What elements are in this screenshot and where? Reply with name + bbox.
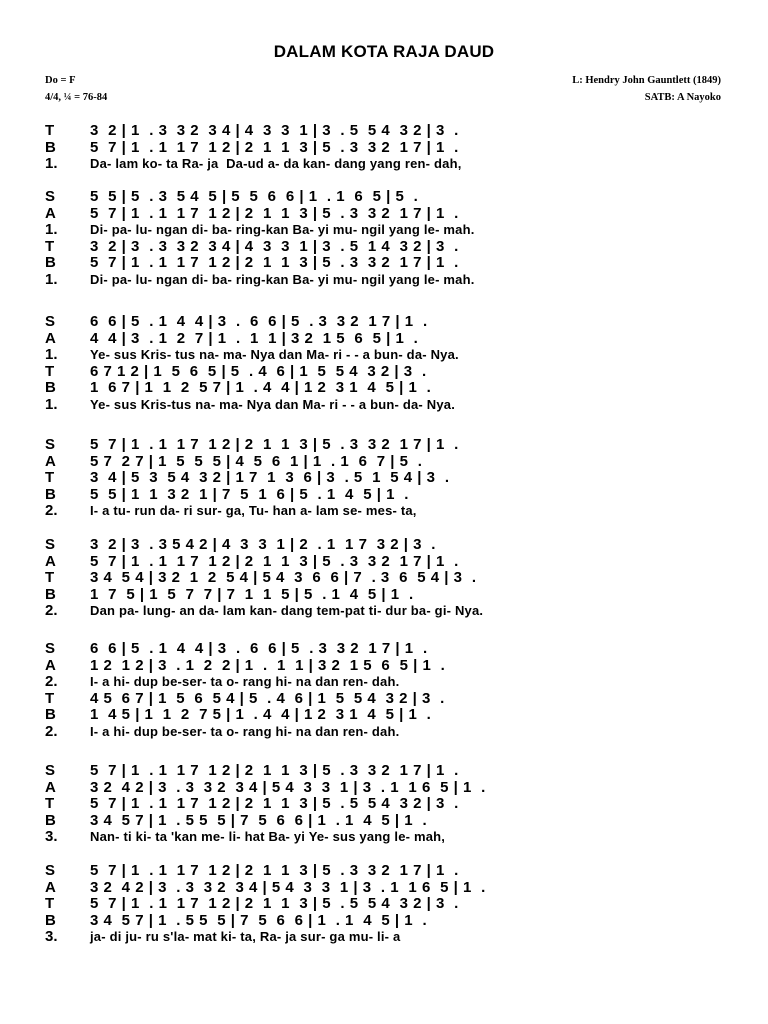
verse-number: 2. — [45, 722, 58, 740]
voice-line — [45, 862, 459, 879]
voice-label: S — [45, 188, 56, 205]
notation-text: 5 7 | 1 . 1 1 7 1 2 | 2 1 1 3 | 5 . 3 3 2 1 7 | 1 . — [90, 138, 459, 156]
lyric-line — [45, 155, 462, 172]
lyric-text: Da- lam ko- ta Ra- ja Da-ud a- da kan- dang yang ren- dah, — [90, 156, 462, 171]
voice-line — [45, 879, 486, 896]
verse-number: 1. — [45, 155, 58, 172]
notation-text: 1 4 5 | 1 1 2 7 5 | 1 . 4 4 | 1 2 3 1 4 5 | 1 . — [90, 706, 432, 723]
lyric-text: Di- pa- lu- ngan di- ba- ring-kan Ba- yi mu- ngil yang le- mah. — [90, 271, 475, 287]
voice-line — [45, 536, 436, 553]
notation-text: 1 6 7 | 1 1 2 5 7 | 1 . 4 4 | 1 2 3 1 4 5 | 1 . — [90, 379, 432, 396]
key-signature: Do = F — [45, 75, 76, 86]
verse-number: 2. — [45, 502, 58, 519]
voice-label: T — [45, 469, 55, 486]
voice-label: B — [45, 138, 56, 156]
voice-label: S — [45, 762, 56, 779]
notation-text: 1 7 5 | 1 5 7 7 | 7 1 1 5 | 5 . 1 4 5 | 1 . — [90, 585, 414, 603]
voice-label: B — [45, 706, 56, 723]
voice-label: T — [45, 795, 55, 812]
notation-text: 3 2 | 3 . 3 3 2 3 4 | 4 3 3 1 | 3 . 5 1 4 3 2 | 3 . — [90, 237, 459, 255]
lyric-text: Di- pa- lu- ngan di- ba- ring-kan Ba- yi mu- ngil yang le- mah. — [90, 222, 475, 237]
notation-text: 3 4 5 7 | 1 . 5 5 5 | 7 5 6 6 | 1 . 1 4 5 | 1 . — [90, 911, 428, 929]
voice-label: T — [45, 122, 55, 139]
notation-text: 5 5 | 1 1 3 2 1 | 7 5 1 6 | 5 . 1 4 5 | 1 . — [90, 485, 409, 503]
verse-number: 3. — [45, 928, 58, 945]
notation-text: 5 7 | 1 . 1 1 7 1 2 | 2 1 1 3 | 5 . 3 3 2 1 7 | 1 . — [90, 862, 459, 879]
lyric-text: I- a hi- dup be-ser- ta o- rang hi- na dan ren- dah. — [90, 723, 400, 739]
notation-text: 6 7 1 2 | 1 5 6 5 | 5 . 4 6 | 1 5 5 4 3 2 | 3 . — [90, 362, 427, 380]
voice-label: A — [45, 656, 56, 674]
voice-label: S — [45, 640, 56, 657]
notation-text: 5 7 | 1 . 1 1 7 1 2 | 2 1 1 3 | 5 . 5 5 4 3 2 | 3 . — [90, 795, 459, 812]
voice-line — [45, 553, 459, 570]
voice-label: B — [45, 811, 56, 829]
notation-text: 5 7 2 7 | 1 5 5 5 | 4 5 6 1 | 1 . 1 6 7 | 5 . — [90, 452, 423, 470]
notation-text: 3 4 | 5 3 5 4 3 2 | 1 7 1 3 6 | 3 . 5 1 5 4 | 3 . — [90, 469, 450, 486]
voice-line — [45, 657, 445, 674]
voice-line — [45, 690, 445, 707]
voice-label: B — [45, 911, 56, 929]
voice-label: T — [45, 569, 55, 586]
notation-text: 4 5 6 7 | 1 5 6 5 4 | 5 . 4 6 | 1 5 5 4 3 2 | 3 . — [90, 689, 445, 707]
notation-text: 3 2 4 2 | 3 . 3 3 2 3 4 | 5 4 3 3 1 | 3 . 1 1 6 5 | 1 . — [90, 878, 486, 896]
voice-label: A — [45, 204, 56, 222]
voice-line — [45, 330, 418, 347]
lyric-line — [45, 928, 400, 945]
lyric-text: ja- di ju- ru s'la- mat ki- ta, Ra- ja sur- ga mu- li- a — [90, 929, 401, 944]
notation-text: 6 6 | 5 . 1 4 4 | 3 . 6 6 | 5 . 3 3 2 1 7 | 1 . — [90, 640, 428, 657]
notation-text: 3 4 5 7 | 1 . 5 5 5 | 7 5 6 6 | 1 . 1 4 5 | 1 . — [90, 811, 428, 829]
voice-label: S — [45, 862, 56, 879]
verse-number: 1. — [45, 270, 58, 288]
notation-text: 4 4 | 3 . 1 2 7 | 1 . 1 1 | 3 2 1 5 6 5 | 1 . — [90, 329, 419, 347]
notation-text: 6 6 | 5 . 1 4 4 | 3 . 6 6 | 5 . 3 3 2 1 7 | 1 . — [90, 313, 428, 330]
notation-text: 3 2 4 2 | 3 . 3 3 2 3 4 | 5 4 3 3 1 | 3 . 1 1 6 5 | 1 . — [90, 778, 486, 796]
voice-line — [45, 795, 459, 812]
tempo-marking: 4/4, ¼ = 76-84 — [45, 92, 108, 103]
lyricist-credit: L: Hendry John Gauntlett (1849) — [572, 75, 721, 86]
voice-label: A — [45, 552, 56, 570]
voice-line — [45, 205, 459, 222]
notation-text: 5 7 | 1 . 1 1 7 1 2 | 2 1 1 3 | 5 . 3 3 2 1 7 | 1 . — [90, 436, 459, 453]
notation-text: 5 7 | 1 . 1 1 7 1 2 | 2 1 1 3 | 5 . 3 3 2 1 7 | 1 . — [90, 204, 459, 222]
voice-label: B — [45, 585, 56, 603]
notation-text: 3 4 5 4 | 3 2 1 2 5 4 | 5 4 3 6 6 | 7 . 3 6 5 4 | 3 . — [90, 569, 477, 586]
verse-number: 1. — [45, 221, 58, 238]
voice-line — [45, 379, 431, 396]
voice-line — [45, 436, 459, 453]
lyric-text: I- a hi- dup be-ser- ta o- rang hi- na dan ren- dah. — [90, 674, 400, 689]
lyric-line — [45, 221, 475, 238]
notation-text: 3 2 | 3 . 3 5 4 2 | 4 3 3 1 | 2 . 1 1 7 3 2 | 3 . — [90, 536, 436, 553]
lyric-line — [45, 271, 475, 288]
lyric-text: Ye- sus Kris-tus na- ma- Nya dan Ma- ri - - a bun- da- Nya. — [90, 396, 456, 412]
notation-text: 5 7 | 1 . 1 1 7 1 2 | 2 1 1 3 | 5 . 3 3 2 1 7 | 1 . — [90, 254, 459, 271]
voice-label: A — [45, 329, 56, 347]
voice-label: B — [45, 254, 56, 271]
voice-label: B — [45, 485, 56, 503]
voice-line — [45, 254, 459, 271]
voice-line — [45, 812, 427, 829]
voice-label: A — [45, 778, 56, 796]
lyric-line — [45, 723, 399, 740]
voice-line — [45, 706, 431, 723]
voice-label: T — [45, 689, 55, 707]
voice-label: T — [45, 895, 55, 912]
notation-text: 1 2 1 2 | 3 . 1 2 2 | 1 . 1 1 | 3 2 1 5 6 5 | 1 . — [90, 656, 446, 674]
verse-number: 2. — [45, 602, 58, 619]
voice-label: A — [45, 452, 56, 470]
lyric-line — [45, 602, 483, 619]
voice-line — [45, 238, 459, 255]
voice-line — [45, 453, 422, 470]
lyric-line — [45, 502, 417, 519]
voice-label: S — [45, 313, 56, 330]
page-title: DALAM KOTA RAJA DAUD — [273, 42, 495, 61]
notation-text: 5 7 | 1 . 1 1 7 1 2 | 2 1 1 3 | 5 . 3 3 2 1 7 | 1 . — [90, 552, 459, 570]
notation-text: 5 7 | 1 . 1 1 7 1 2 | 2 1 1 3 | 5 . 5 5 4 3 2 | 3 . — [90, 895, 459, 912]
voice-label: A — [45, 878, 56, 896]
voice-line — [45, 569, 477, 586]
voice-line — [45, 779, 486, 796]
notation-text: 3 2 | 1 . 3 3 2 3 4 | 4 3 3 1 | 3 . 5 5 4 3 2 | 3 . — [90, 122, 459, 139]
voice-line — [45, 122, 459, 139]
lyric-line — [45, 396, 455, 413]
lyric-text: Nan- ti ki- ta 'kan me- li- hat Ba- yi Ye- sus yang le- mah, — [90, 829, 446, 844]
notation-text: 5 7 | 1 . 1 1 7 1 2 | 2 1 1 3 | 5 . 3 3 2 1 7 | 1 . — [90, 762, 459, 779]
voice-line — [45, 762, 459, 779]
voice-line — [45, 640, 428, 657]
lyric-line — [45, 828, 445, 845]
lyric-text: Ye- sus Kris- tus na- ma- Nya dan Ma- ri - - a bun- da- Nya. — [90, 347, 459, 362]
arranger-credit: SATB: A Nayoko — [644, 92, 721, 103]
notation-text: 5 5 | 5 . 3 5 4 5 | 5 5 6 6 | 1 . 1 6 5 | 5 . — [90, 188, 419, 205]
lyric-line — [45, 673, 399, 690]
lyric-line — [45, 346, 459, 363]
verse-number: 1. — [45, 346, 58, 363]
voice-label: S — [45, 536, 56, 553]
voice-label: T — [45, 362, 55, 380]
voice-line — [45, 486, 409, 503]
verse-number: 2. — [45, 673, 58, 690]
voice-label: S — [45, 436, 56, 453]
voice-line — [45, 188, 418, 205]
voice-line — [45, 363, 427, 380]
voice-line — [45, 139, 459, 156]
verse-number: 3. — [45, 828, 58, 845]
voice-label: T — [45, 237, 55, 255]
voice-line — [45, 912, 427, 929]
voice-label: B — [45, 379, 56, 396]
voice-line — [45, 469, 450, 486]
voice-line — [45, 313, 428, 330]
lyric-text: Dan pa- lung- an da- lam kan- dang tem-pat ti- dur ba- gi- Nya. — [90, 603, 484, 618]
voice-line — [45, 895, 459, 912]
lyric-text: I- a tu- run da- ri sur- ga, Tu- han a- lam se- mes- ta, — [90, 503, 417, 518]
verse-number: 1. — [45, 395, 58, 413]
voice-line — [45, 586, 414, 603]
